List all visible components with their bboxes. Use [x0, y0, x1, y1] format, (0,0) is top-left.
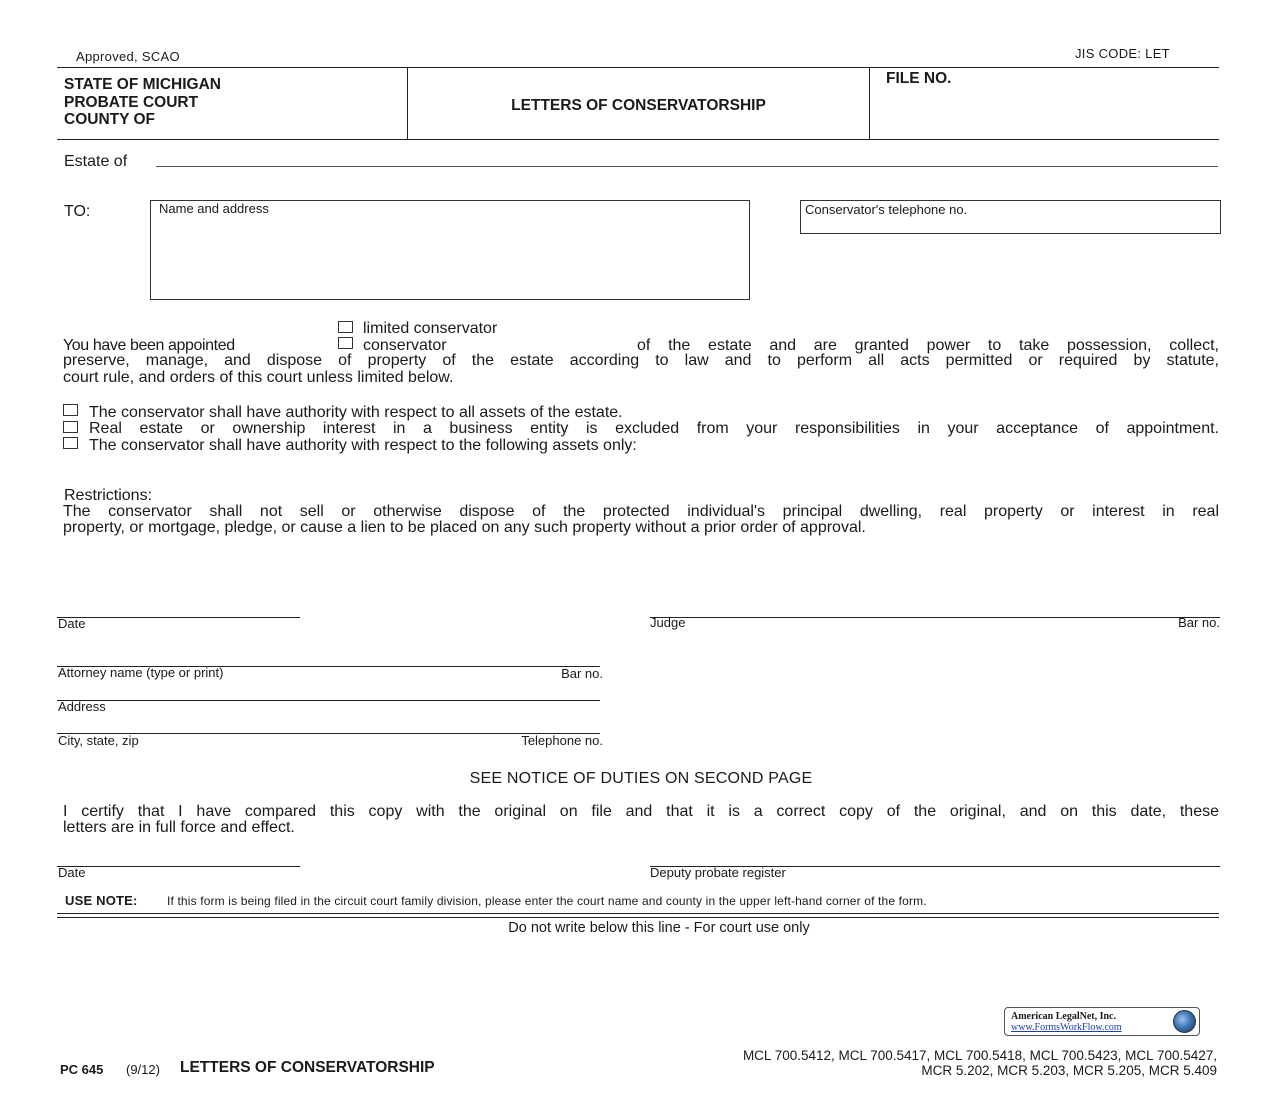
- register-label: Deputy probate register: [650, 865, 786, 880]
- conservator-phone-label: Conservator's telephone no.: [805, 202, 968, 217]
- telephone-label: Telephone no.: [521, 733, 603, 748]
- header-top-rule: [57, 67, 1219, 68]
- legalnet-logo-name: American LegalNet, Inc.: [1011, 1011, 1116, 1022]
- court-county: COUNTY OF: [64, 111, 155, 128]
- jis-code: JIS CODE: LET: [1075, 46, 1170, 61]
- date-label: Date: [58, 616, 86, 631]
- globe-icon: [1173, 1010, 1196, 1033]
- legalnet-logo[interactable]: [1004, 1007, 1200, 1036]
- appointment-lead: You have been appointed: [63, 337, 235, 354]
- real-estate-excluded-checkbox[interactable]: [63, 421, 78, 433]
- restrictions-heading: Restrictions:: [64, 487, 153, 504]
- footer-citations-line1: MCL 700.5412, MCL 700.5417, MCL 700.5418, MCL 700.5423, MCL 700.5427,: [742, 1048, 1217, 1063]
- authority-all-assets-checkbox[interactable]: [63, 404, 78, 416]
- name-address-box[interactable]: [150, 200, 750, 300]
- file-no-label: FILE NO.: [886, 70, 952, 87]
- header-divider-right: [869, 67, 870, 139]
- court-use-rule-lower: [57, 917, 1219, 918]
- limited-conservator-checkbox[interactable]: [338, 321, 353, 333]
- following-assets-label: The conservator shall have authority with respect to the following assets only:: [89, 437, 637, 454]
- restrictions-line1: The conservator shall not sell or otherwise dispose of the protected individual's principal dwelling, real property or interest in real: [63, 503, 1219, 520]
- conservator-checkbox[interactable]: [338, 337, 353, 349]
- cert-date-label: Date: [58, 865, 86, 880]
- following-assets-checkbox[interactable]: [63, 437, 78, 449]
- appointment-line1: of the estate and are granted power to take possession, collect,: [637, 337, 1219, 354]
- to-label: TO:: [64, 203, 91, 220]
- judge-bar-no-label: Bar no.: [1178, 615, 1220, 630]
- use-note-text: If this form is being filed in the circuit court family division, please enter the court name and county in the upper left-hand corner of the form.: [167, 894, 927, 908]
- court-name: PROBATE COURT: [64, 93, 199, 111]
- limited-conservator-label: limited conservator: [363, 320, 498, 337]
- approved-label: Approved, SCAO: [76, 49, 180, 64]
- address-label: Address: [58, 699, 106, 714]
- authority-all-assets-label: The conservator shall have authority with respect to all assets of the estate.: [89, 404, 623, 421]
- court-use-rule-upper: [57, 913, 1219, 914]
- certification-line2: letters are in full force and effect.: [63, 819, 295, 836]
- notice-duties: SEE NOTICE OF DUTIES ON SECOND PAGE: [469, 770, 813, 787]
- conservator-phone-box[interactable]: [800, 200, 1221, 234]
- footer-form-number: PC 645: [60, 1062, 104, 1077]
- certification-line1: I certify that I have compared this copy with the original on file and that it is a correct copy of the original, and on this date, these: [63, 803, 1219, 820]
- file-no-field[interactable]: [872, 92, 1212, 132]
- estate-name-field[interactable]: [156, 146, 1218, 167]
- appointment-line3: court rule, and orders of this court unless limited below.: [63, 369, 454, 386]
- conservator-label: conservator: [363, 337, 447, 354]
- judge-label: Judge: [650, 615, 686, 630]
- cert-date-line[interactable]: [57, 866, 300, 867]
- header-bottom-rule: [57, 139, 1219, 140]
- real-estate-excluded-label: Real estate or ownership interest in a business entity is excluded from your responsibilities in your acceptance of appointment.: [89, 420, 1219, 437]
- appointment-line2: preserve, manage, and dispose of property of the estate according to law and to perform all acts permitted or required by statute,: [63, 352, 1219, 369]
- footer-title: LETTERS OF CONSERVATORSHIP: [180, 1059, 435, 1076]
- restrictions-line2: property, or mortgage, pledge, or cause a lien to be placed on any such property without a prior order of approval.: [63, 519, 866, 536]
- court-state: STATE OF MICHIGAN: [64, 76, 221, 93]
- name-address-label: Name and address: [159, 201, 269, 216]
- court-block: [64, 76, 221, 129]
- estate-label: Estate of: [64, 153, 128, 170]
- attorney-bar-no-label: Bar no.: [561, 666, 603, 681]
- attorney-label: Attorney name (type or print): [58, 665, 224, 680]
- address-line[interactable]: [57, 700, 600, 701]
- use-note-label: USE NOTE:: [65, 893, 138, 908]
- footer-citations-line2: MCR 5.202, MCR 5.203, MCR 5.205, MCR 5.409: [921, 1063, 1217, 1078]
- legalnet-logo-url[interactable]: www.FormsWorkFlow.com: [1011, 1022, 1122, 1033]
- form-title: LETTERS OF CONSERVATORSHIP: [511, 97, 766, 114]
- city-label: City, state, zip: [58, 733, 139, 748]
- footer-revision: (9/12): [126, 1062, 160, 1077]
- date-signature-line[interactable]: [57, 617, 300, 618]
- court-use-only: Do not write below this line - For court use only: [508, 920, 810, 936]
